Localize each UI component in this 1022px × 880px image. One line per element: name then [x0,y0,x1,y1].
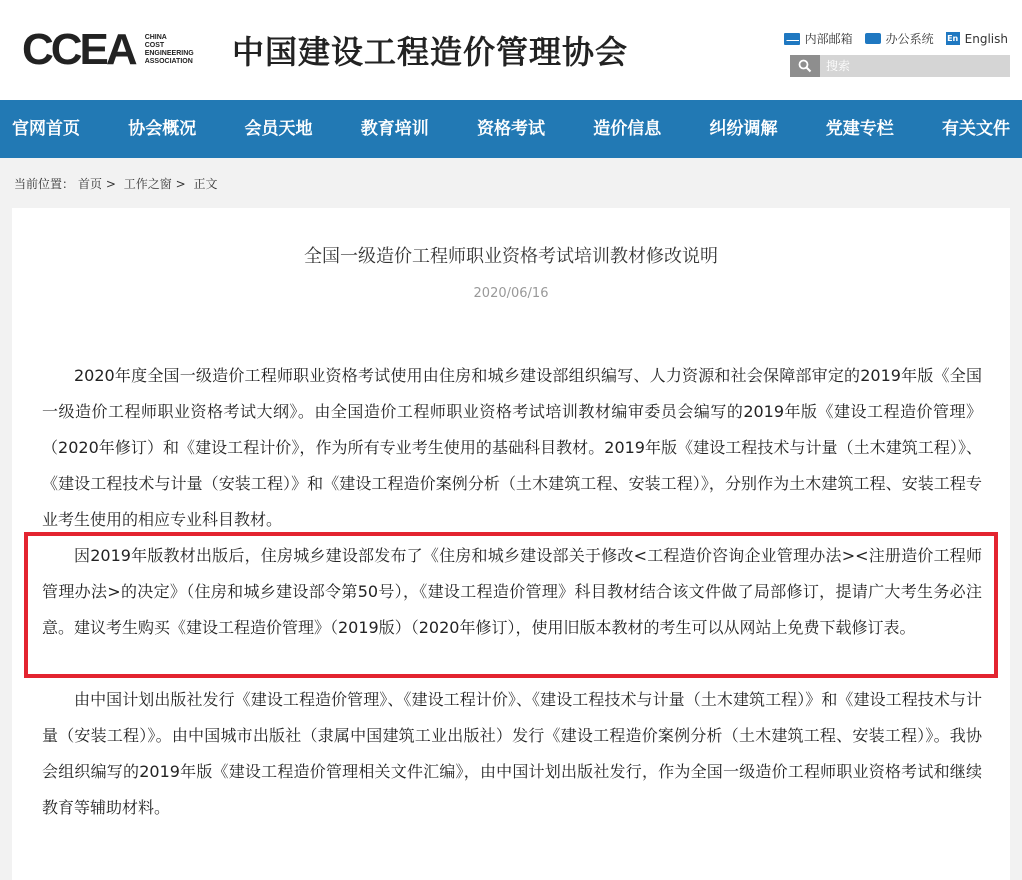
breadcrumb-label: 当前位置： [14,177,75,191]
nav-item-training[interactable]: 教育培训 [360,119,429,139]
article-date: 2020/06/16 [473,286,549,301]
search-box [790,55,1010,77]
site-header [0,0,1022,100]
briefcase-icon [865,33,881,44]
nav-item-party[interactable]: 党建专栏 [825,119,894,139]
search-icon [798,59,812,73]
nav-item-home[interactable]: 官网首页 [12,119,80,139]
logo-subtext: CHINA COST ENGINEERING ASSOCIATION [144,34,194,65]
breadcrumb-home[interactable]: 首页 [78,177,103,191]
article [12,208,1010,880]
breadcrumb [14,175,222,192]
nav-item-cost-info[interactable]: 造价信息 [593,119,662,139]
nav-item-about[interactable]: 协会概况 [128,119,197,139]
search-input[interactable] [822,55,1014,77]
article-paragraph-highlighted: 因2019年版教材出版后，住房城乡建设部发布了《住房和城乡建设部关于修改<工程造价咨询企业管理办法><注册造价工程师管理办法>的决定》（住房和城乡建设部令第50号），《建设工程造价管理》科目教材结合该文件做了局部修订，提请广大考生务必注意。建议考生购买《建设工程造价管理》（2019版）（2020年修订），使用旧版本教材的考生可以从网站上免费下载修订表。 [42,546,982,637]
internal-mail-link[interactable]: 内部邮箱 [784,30,853,47]
nav-item-exam[interactable]: 资格考试 [477,119,545,139]
english-link[interactable]: En English [947,31,1008,46]
top-links [772,30,1008,47]
office-system-link[interactable]: 办公系统 [865,30,934,47]
breadcrumb-current: 正文 [193,177,218,191]
nav-item-members[interactable]: 会员天地 [244,119,313,139]
search-button[interactable] [790,55,820,77]
org-name: 中国建设工程造价管理协会 [232,33,629,71]
mail-icon [784,33,800,45]
en-icon: En [947,34,959,43]
article-paragraph: 由中国计划出版社发行《建设工程造价管理》、《建设工程计价》、《建设工程技术与计量（土木建筑工程）》和《建设工程技术与计量（安装工程）》。由中国城市出版社（隶属中国建筑工业出版社）发行《建设工程造价案例分析（土木建筑工程、安装工程）》。我协会组织编写的2019年版《建设工程造价管理相关文件汇编》，由中国计划出版社发行，作为全国一级造价工程师职业资格考试和继续教育等辅助材料。 [42,690,982,817]
breadcrumb-work-window[interactable]: 工作之窗 [123,177,172,191]
nav-item-mediation[interactable]: 纠纷调解 [709,119,778,139]
site-logo[interactable] [22,25,194,74]
breadcrumb-separator: > [175,177,186,191]
article-title: 全国一级造价工程师职业资格考试培训教材修改说明 [304,246,718,267]
nav-item-documents[interactable]: 有关文件 [942,119,1010,139]
main-nav [0,100,1022,158]
breadcrumb-separator: > [105,177,116,191]
logo-mark: CCEA [22,25,135,74]
article-paragraph: 2020年度全国一级造价工程师职业资格考试使用由住房和城乡建设部组织编写、人力资源和社会保障部审定的2019年版《全国一级造价工程师职业资格考试大纲》。由全国造价工程师职业资格考试培训教材编审委员会编写的2019年版《建设工程造价管理》（2020年修订）和《建设工程计价》，作为所有专业考生使用的基础科目教材。2019年版《建设工程技术与计量（土木建筑工程）》、《建设工程技术与计量（安装工程）》和《建设工程造价案例分析（土木建筑工程、安装工程）》，分别作为土木建筑工程、安装工程专业考生使用的相应专业科目教材。 [42,366,982,529]
